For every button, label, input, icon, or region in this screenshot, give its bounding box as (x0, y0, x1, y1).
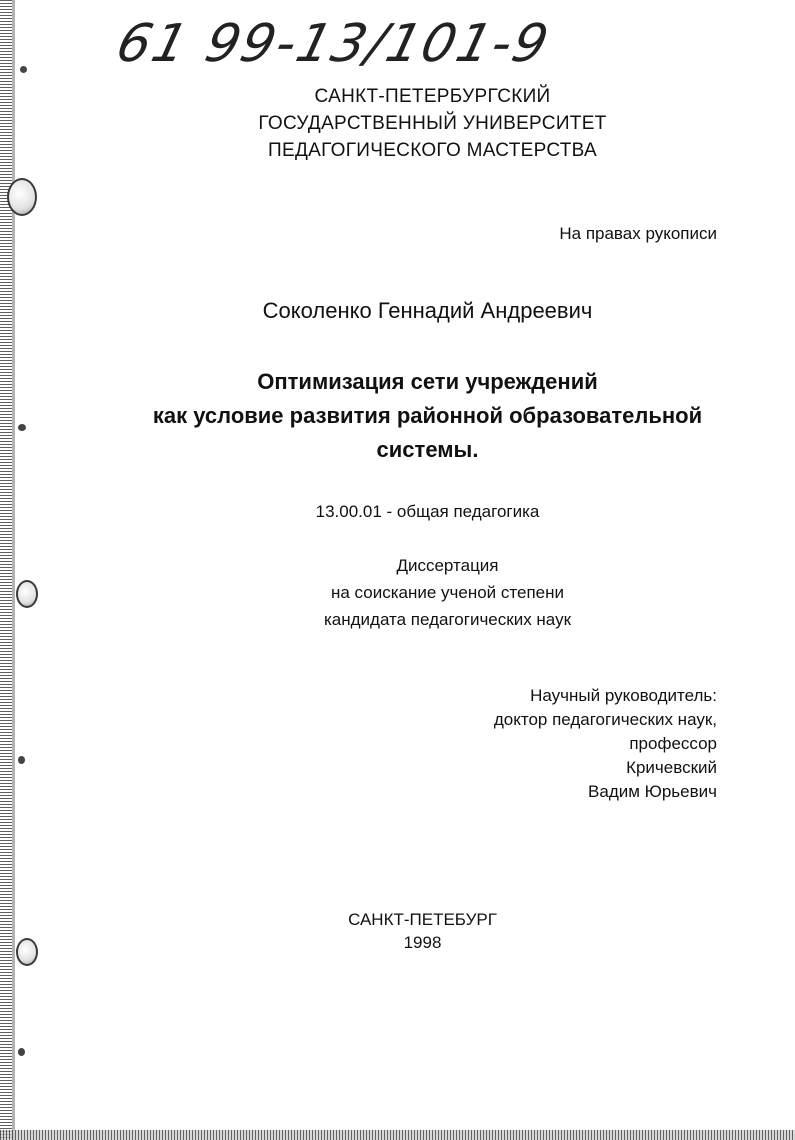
dissertation-title-line-3: системы. (376, 437, 479, 462)
dissertation-type-line-3: кандидата педагогических наук (323, 610, 572, 629)
university-line-3: ПЕДАГОГИЧЕСКОГО МАСТЕРСТВА (268, 140, 597, 161)
supervisor-block (494, 684, 717, 804)
year: 1998 (403, 933, 442, 952)
author-name: Соколенко Геннадий Андреевич (262, 298, 593, 323)
scan-speck (18, 756, 25, 764)
university-line-2: ГОСУДАРСТВЕННЫЙ УНИВЕРСИТЕТ (258, 113, 607, 134)
university-line-1: САНКТ-ПЕТЕРБУРГСКИЙ (314, 86, 551, 107)
dissertation-title-line-2: как условие развития районной образовательной (152, 403, 703, 428)
binding-shadow (12, 0, 15, 1140)
bottom-scan-edge (0, 1130, 795, 1140)
supervisor-surname: Кричевский (626, 758, 717, 777)
punch-hole (7, 178, 37, 216)
punch-hole (16, 580, 38, 608)
scan-speck (18, 1048, 25, 1056)
dissertation-title-line-1: Оптимизация сети учреждений (257, 369, 598, 394)
city: САНКТ-ПЕТЕБУРГ (348, 910, 497, 929)
scan-speck (18, 424, 26, 431)
handwritten-archive-mark: 61 99-13/101-9 (110, 14, 556, 74)
specialty-code: 13.00.01 - общая педагогика (315, 502, 540, 521)
supervisor-label: Научный руководитель: (530, 686, 717, 705)
supervisor-given-names: Вадим Юрьевич (588, 782, 717, 801)
dissertation-type-line-1: Диссертация (396, 556, 499, 575)
supervisor-rank: профессор (629, 734, 717, 753)
supervisor-degree: доктор педагогических наук, (493, 710, 717, 729)
manuscript-note: На правах рукописи (559, 224, 717, 243)
binding-edge (0, 0, 12, 1140)
dissertation-type-line-2: на соискание ученой степени (330, 583, 564, 602)
scan-speck (20, 66, 27, 73)
